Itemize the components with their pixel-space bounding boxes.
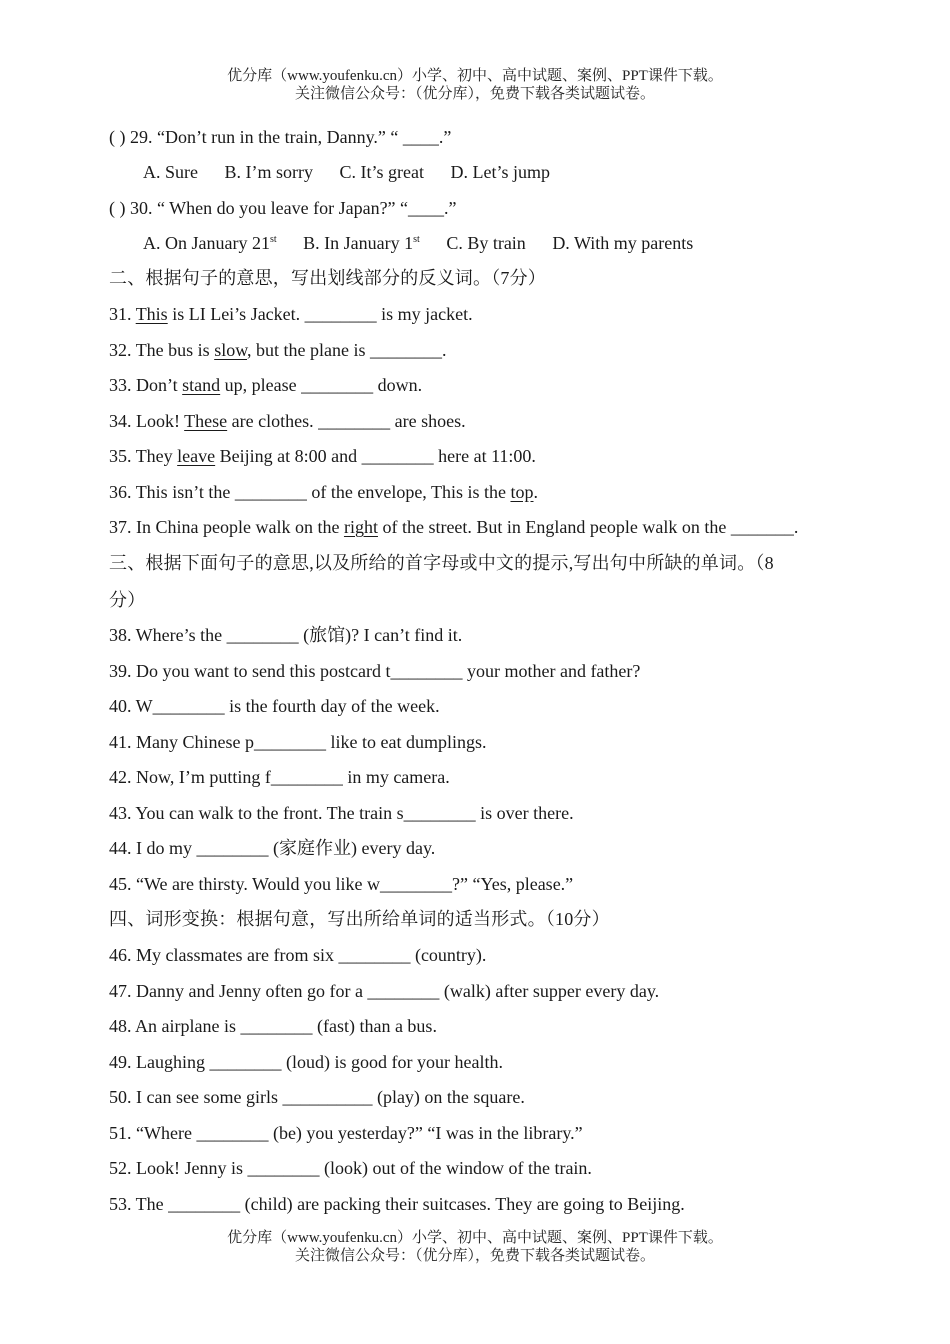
- option-a: A. Sure: [143, 162, 198, 182]
- word-form-question: 52. Look! Jenny is ________ (look) out of the window of the train.: [109, 1158, 592, 1178]
- question-29: ( ) 29. “Don’t run in the train, Danny.” “ ____.”: [109, 127, 452, 147]
- underlined-word: This: [135, 304, 168, 324]
- footer-line-2: 关注微信公众号：（优分库），免费下载各类试题试卷。: [294, 1248, 655, 1264]
- option-b: B. I’m sorry: [224, 162, 313, 182]
- antonym-question: 31. This is LI Lei’s Jacket. ________ is my jacket.: [109, 304, 473, 324]
- section-2-title: 二、根据句子的意思，写出划线部分的反义词。（7分）: [109, 268, 546, 288]
- section-3-title-line-1: 三、根据下面句子的意思,以及所给的首字母或中文的提示,写出句中所缺的单词。（8: [109, 553, 774, 573]
- word-form-question: 53. The ________ (child) are packing their suitcases. They are going to Beijing.: [109, 1194, 685, 1214]
- fill-in-question: 42. Now, I’m putting f________ in my camera.: [109, 767, 450, 787]
- antonym-question: 35. They leave Beijing at 8:00 and ________ here at 11:00.: [109, 446, 536, 466]
- fill-in-question: 39. Do you want to send this postcard t________ your mother and father?: [109, 661, 641, 681]
- question-30-options: [143, 232, 693, 254]
- footer-line-1: 优分库（www.youfenku.cn）小学、初中、高中试题、案例、PPT课件下载。: [227, 1230, 723, 1246]
- antonym-question: 36. This isn’t the ________ of the envelope, This is the top.: [109, 482, 538, 502]
- antonym-question: 34. Look! These are clothes. ________ are shoes.: [109, 411, 466, 431]
- word-form-question: 47. Danny and Jenny often go for a ________ (walk) after supper every day.: [109, 981, 660, 1001]
- fill-in-question: 41. Many Chinese p________ like to eat dumplings.: [109, 732, 487, 752]
- word-form-question: 48. An airplane is ________ (fast) than a bus.: [109, 1016, 437, 1036]
- question-29-options: [143, 161, 550, 183]
- antonym-question: 32. The bus is slow, but the plane is ________.: [109, 340, 447, 360]
- page-header: [0, 67, 950, 103]
- header-line-2: 关注微信公众号：（优分库），免费下载各类试题试卷。: [294, 86, 655, 102]
- underlined-word: right: [343, 517, 378, 537]
- underlined-word: stand: [182, 375, 221, 395]
- antonym-question: 33. Don’t stand up, please ________ down.: [109, 375, 423, 395]
- word-form-question: 50. I can see some girls __________ (play) on the square.: [109, 1087, 525, 1107]
- underlined-word: leave: [177, 446, 216, 466]
- word-form-question: 49. Laughing ________ (loud) is good for your health.: [109, 1052, 503, 1072]
- option-a: A. On January 21st: [143, 233, 277, 253]
- underlined-word: top: [510, 482, 534, 502]
- underlined-word: These: [184, 411, 228, 431]
- word-form-question: 46. My classmates are from six ________ (country).: [109, 945, 487, 965]
- option-c: C. It’s great: [339, 162, 424, 182]
- fill-in-question: 40. W________ is the fourth day of the week.: [109, 696, 440, 716]
- header-line-1: 优分库（www.youfenku.cn）小学、初中、高中试题、案例、PPT课件下载。: [227, 68, 723, 84]
- section-4-title: 四、词形变换：根据句意，写出所给单词的适当形式。（10分）: [109, 909, 610, 929]
- underlined-word: slow: [214, 340, 248, 360]
- option-d: D. Let’s jump: [450, 162, 550, 182]
- word-form-question: 51. “Where ________ (be) you yesterday?” “I was in the library.”: [109, 1123, 583, 1143]
- fill-in-question: 45. “We are thirsty. Would you like w________?” “Yes, please.”: [109, 874, 574, 894]
- section-3-title-line-2: 分）: [109, 590, 146, 610]
- option-b: B. In January 1st: [303, 233, 420, 253]
- question-30: ( ) 30. “ When do you leave for Japan?” “____.”: [109, 198, 457, 218]
- antonym-question: 37. In China people walk on the right of the street. But in England people walk on the _______.: [109, 517, 799, 537]
- option-c: C. By train: [446, 233, 526, 253]
- fill-in-question: 43. You can walk to the front. The train s________ is over there.: [109, 803, 574, 823]
- fill-in-question: 44. I do my ________ (家庭作业) every day.: [109, 838, 436, 858]
- option-d: D. With my parents: [552, 233, 694, 253]
- fill-in-question: 38. Where’s the ________ (旅馆)? I can’t find it.: [109, 625, 463, 645]
- page-footer: [0, 1229, 950, 1265]
